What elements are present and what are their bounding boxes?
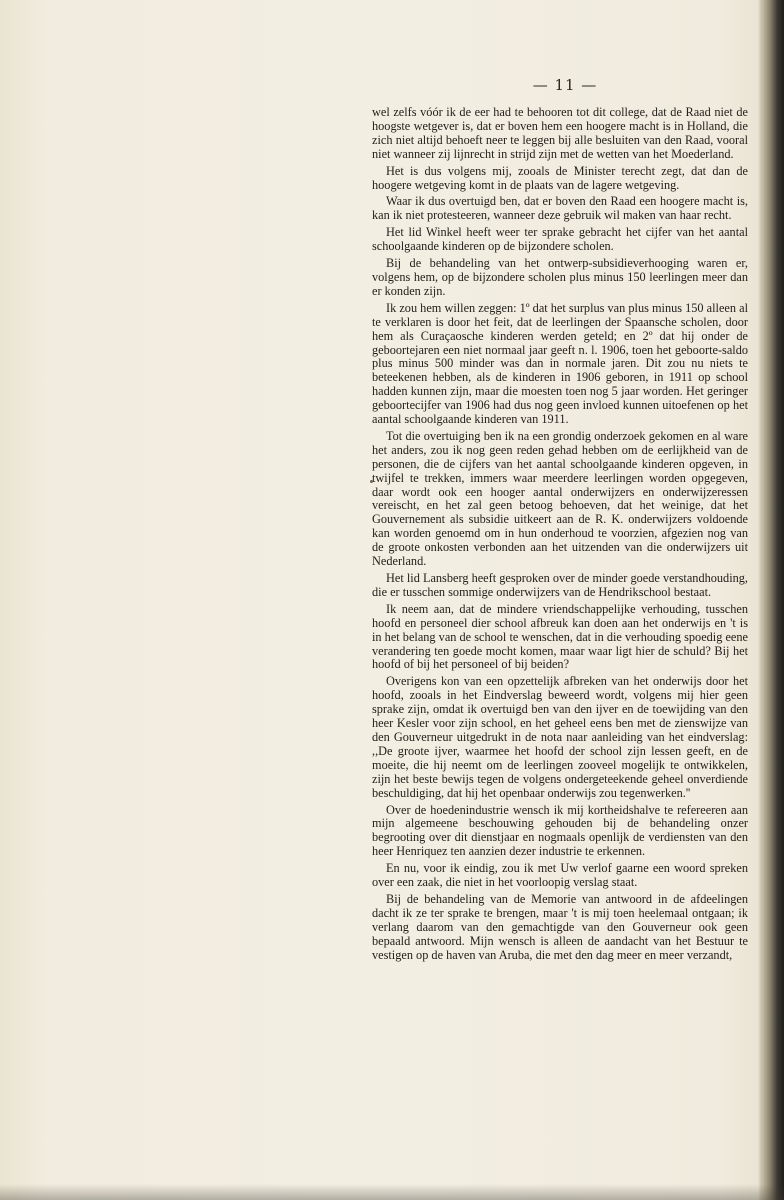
paragraph-5: Bij de behandeling van het ontwerp-subsidieverhooging waren er, volgens hem, op de bijzondere scholen plus minus 150 leerlingen meer dan er konden zijn. [372, 256, 748, 298]
body-text [372, 106, 748, 965]
paragraph-7: Tot die overtuiging ben ik na een grondig onderzoek gekomen en al ware het anders, zou ik nog geen reden gehad hebben om de eerlijkheid van de personen, die de cijfers van het aantal schoolgaande kinderen opgeven, in twijfel te trekken, immers waar meerdere leerlingen worden opgegeven, daar wordt ook een hooger aantal onderwijzers en onderwijzeressen vereischt, en het zal geen betoog behoeven, dat het weinige, dat het Gouvernement als subsidie uitkeert aan de R. K. onderwijzers voldoende kan worden genoemd om in hun onderhoud te voorzien, afgezien nog van de groote onkosten verbonden aan het uitzenden van die onderwijzers uit Nederland. [372, 428, 748, 569]
paragraph-6: Ik zou hem willen zeggen: 1º dat het surplus van plus minus 150 alleen al te verklaren is door het feit, dat de leerlingen der Spaansche scholen, door hem als Curaçaosche kinderen werden geteld; en 2º dat hij onder de geboortejaren een niet normaal jaar geeft n. l. 1906, toen het geboorte-saldo plus minus 500 minder was dan in normale jaren. Dit zou nu niets te beteekenen hebben, als de kinderen in 1906 geboren, in 1911 op school hadden kunnen zijn, maar die moesten toen nog 5 jaar worden. Het geringer geboortecijfer van 1906 had dus nog geen invloed kunnen uitoefenen op het aantal schoolgaande kinderen van 1911. [372, 300, 748, 427]
paragraph-3: Waar ik dus overtuigd ben, dat er boven den Raad een hoogere macht is, kan ik niet protesteeren, wanneer deze gebruik wil maken van haar recht. [372, 194, 748, 223]
paragraph-2: Het is dus volgens mij, zooals de Minister terecht zegt, dat dan de hoogere wetgeving komt in de plaats van de lagere wetgeving. [372, 163, 748, 192]
paragraph-11: Over de hoedenindustrie wensch ik mij kortheidshalve te refereeren aan mijn algemeene beschouwing gehouden bij de behandeling onzer begrooting over dit dienstjaar en nogmaals openlijk de verdiensten van den heer Henriquez ten aanzien dezer industrie te erkennen. [372, 802, 748, 859]
paragraph-13: Bij de behandeling van de Memorie van antwoord in de afdeelingen dacht ik ze ter sprake te brengen, maar 't is mij toen heelemaal ontgaan; ik verlang daarom van den gemachtigde van den Gouverneur ook geen bepaald antwoord. Mijn wensch is alleen de aandacht van het Bestuur te vestigen op de haven van Aruba, die met den dag meer en meer verzandt, [372, 891, 748, 962]
paragraph-4: Het lid Winkel heeft weer ter sprake gebracht het cijfer van het aantal schoolgaande kinderen op de bijzondere scholen. [372, 225, 748, 254]
page-bottom-shadow [0, 1184, 784, 1200]
paragraph-8: Het lid Lansberg heeft gesproken over de minder goede verstandhouding, die er tusschen sommige onderwijzers van de Hendrikschool bestaat. [372, 571, 748, 599]
book-binding [762, 0, 784, 1200]
paragraph-12: En nu, voor ik eindig, zou ik met Uw verlof gaarne een woord spreken over een zaak, die niet in het voorloopig verslag staat. [372, 861, 748, 890]
page-number: — 11 — [532, 76, 598, 94]
paragraph-9: Ik neem aan, dat de mindere vriendschappelijke verhouding, tusschen hoofd en personeel dier school afbreuk kan doen aan het onderwijs en 't is in het belang van de school te wenschen, dat in die verhouding spoedig eene verandering ten goede mocht komen, maar waar ligt hier de schuld? Bij het hoofd of bij het personeel of bij beiden? [372, 601, 748, 672]
paragraph-1: wel zelfs vóór ik de eer had te behooren tot dit college, dat de Raad niet de hoogste wetgever is, dat er boven hem een hoogere macht is in Holland, die zich niet altijd behoeft neer te leggen bij alle besluiten van den Raad, vooral niet wanneer zij lijnrecht in strijd zijn met de wetten van het Moederland. [372, 105, 748, 161]
paragraph-10: Overigens kon van een opzettelijk afbreken van het onderwijs door het hoofd, zooals in het Eindverslag beweerd wordt, volgens mij hier geen sprake zijn, omdat ik overtuigd ben van den ijver en de toewijding van den heer Kesler voor zijn school, en het geheel eens ben met de zienswijze van den Gouverneur uitgedrukt in de nota naar aanleiding van het eindverslag: ,,De groote ijver, waarmee het hoofd der school zijn lessen geeft, en de moeite, die hij neemt om de leerlingen zooveel mogelijk te ontwikkelen, zijn het beste bewijs tegen de volgens ondergeteekende geheel onverdiende beschuldiging, dat hij het openbaar onderwijs zou tegenwerken.'' [372, 674, 748, 800]
